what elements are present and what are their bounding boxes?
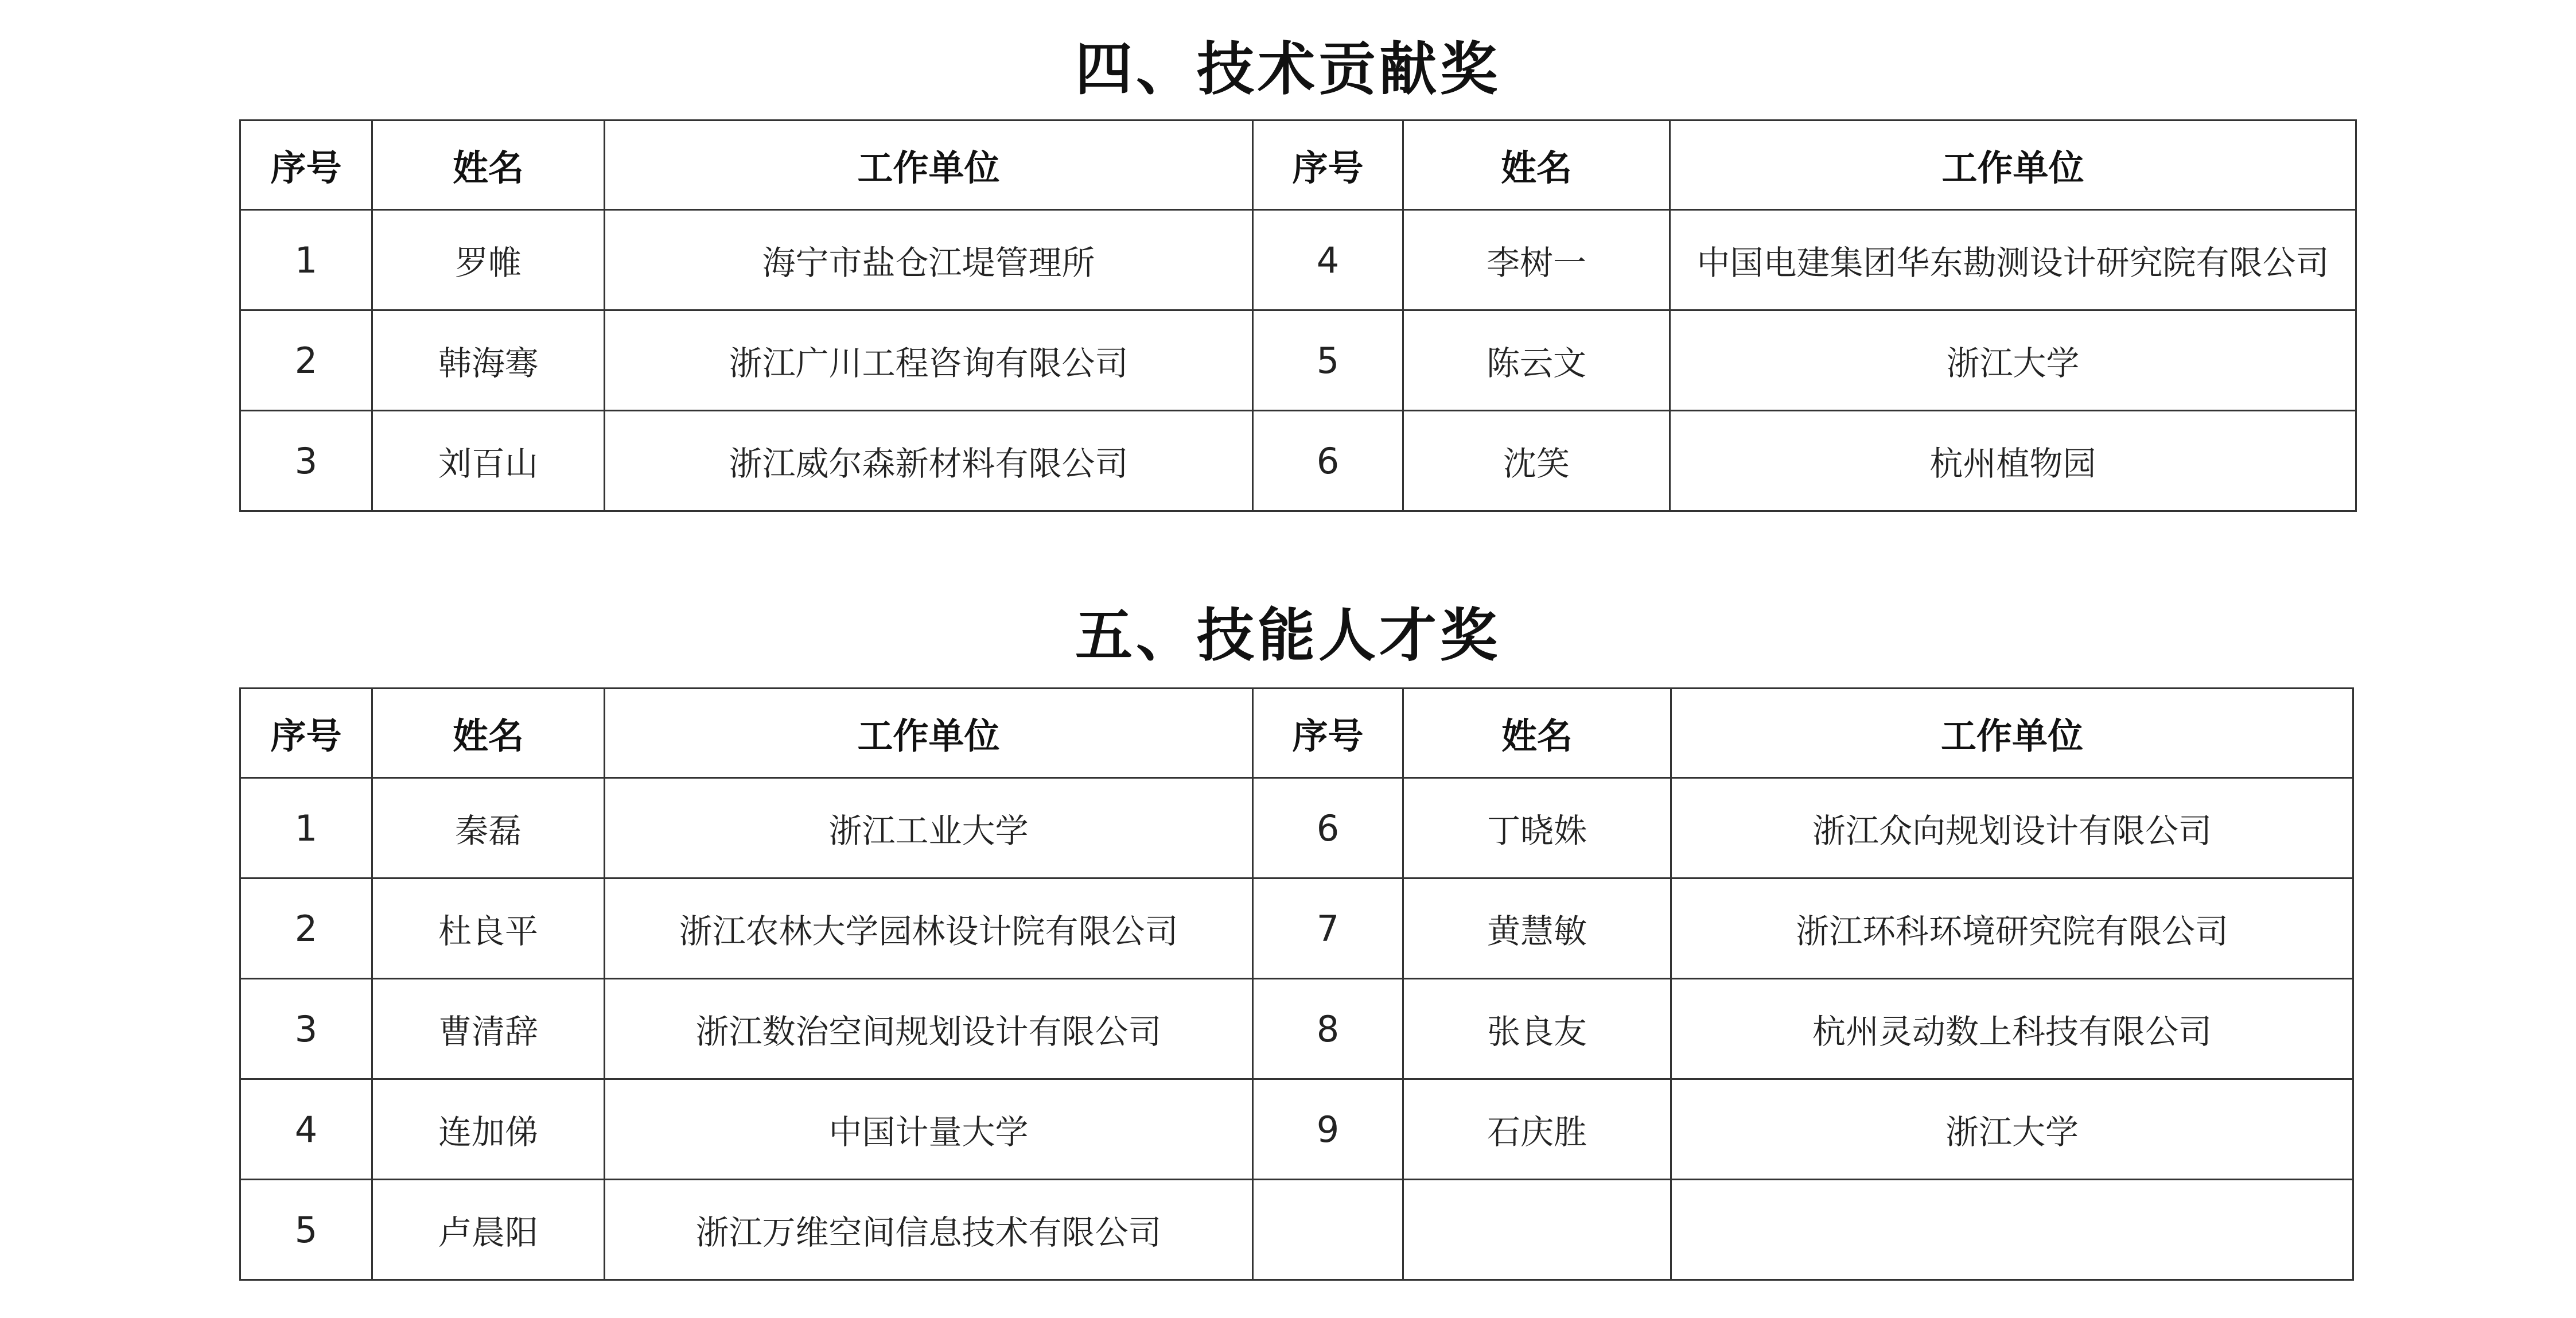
cell-workplace: 浙江万维空间信息技术有限公司 (605, 1180, 1253, 1280)
cell-name: 韩海骞 (372, 310, 605, 411)
table-row (240, 979, 2353, 1079)
cell-name: 秦磊 (372, 778, 605, 878)
cell-index: 1 (240, 778, 372, 878)
cell-workplace: 浙江环科环境研究院有限公司 (1671, 878, 2353, 979)
cell-name: 卢晨阳 (372, 1180, 605, 1280)
cell-name: 连加俤 (372, 1079, 605, 1180)
header-workplace: 工作单位 (605, 689, 1253, 778)
cell-name: 李树一 (1403, 210, 1670, 310)
cell-workplace: 浙江大学 (1671, 1079, 2353, 1180)
cell-workplace: 浙江数治空间规划设计有限公司 (605, 979, 1253, 1079)
table-header-row (240, 120, 2356, 210)
cell-index: 7 (1253, 878, 1403, 979)
cell-name: 沈笑 (1403, 411, 1670, 511)
technical-contribution-table (239, 119, 2357, 512)
cell-index: 2 (240, 310, 372, 411)
header-workplace: 工作单位 (1670, 120, 2356, 210)
cell-index: 8 (1253, 979, 1403, 1079)
header-name: 姓名 (372, 120, 605, 210)
cell-workplace: 中国电建集团华东勘测设计研究院有限公司 (1670, 210, 2356, 310)
cell-index: 5 (240, 1180, 372, 1280)
cell-workplace (1671, 1180, 2353, 1280)
cell-index: 5 (1253, 310, 1403, 411)
header-index: 序号 (240, 120, 372, 210)
cell-workplace: 杭州植物园 (1670, 411, 2356, 511)
cell-workplace: 浙江工业大学 (605, 778, 1253, 878)
header-index: 序号 (1253, 120, 1403, 210)
cell-name: 张良友 (1403, 979, 1671, 1079)
cell-name: 杜良平 (372, 878, 605, 979)
header-index: 序号 (1253, 689, 1403, 778)
cell-workplace: 浙江大学 (1670, 310, 2356, 411)
cell-index: 6 (1253, 778, 1403, 878)
header-workplace: 工作单位 (605, 120, 1253, 210)
cell-name: 丁晓姝 (1403, 778, 1671, 878)
cell-workplace: 中国计量大学 (605, 1079, 1253, 1180)
table-row (240, 878, 2353, 979)
skilled-talent-table (239, 687, 2354, 1281)
cell-index: 4 (1253, 210, 1403, 310)
cell-workplace: 浙江威尔森新材料有限公司 (605, 411, 1253, 511)
table-row (240, 1079, 2353, 1180)
table-row (240, 310, 2356, 411)
cell-name (1403, 1180, 1671, 1280)
cell-name: 罗帷 (372, 210, 605, 310)
table-row (240, 210, 2356, 310)
cell-workplace: 浙江农林大学园林设计院有限公司 (605, 878, 1253, 979)
cell-index: 3 (240, 979, 372, 1079)
cell-workplace: 杭州灵动数上科技有限公司 (1671, 979, 2353, 1079)
cell-index: 9 (1253, 1079, 1403, 1180)
table-row (240, 411, 2356, 511)
cell-workplace: 海宁市盐仓江堤管理所 (605, 210, 1253, 310)
cell-workplace: 浙江众向规划设计有限公司 (1671, 778, 2353, 878)
cell-index (1253, 1180, 1403, 1280)
header-name: 姓名 (1403, 689, 1671, 778)
cell-name: 石庆胜 (1403, 1079, 1671, 1180)
cell-name: 刘百山 (372, 411, 605, 511)
header-index: 序号 (240, 689, 372, 778)
section-title-skilled-talent: 五、技能人才奖 (1075, 602, 1501, 669)
cell-index: 2 (240, 878, 372, 979)
header-name: 姓名 (372, 689, 605, 778)
cell-index: 3 (240, 411, 372, 511)
header-name: 姓名 (1403, 120, 1670, 210)
cell-name: 黄慧敏 (1403, 878, 1671, 979)
cell-index: 1 (240, 210, 372, 310)
header-workplace: 工作单位 (1671, 689, 2353, 778)
table-row (240, 1180, 2353, 1280)
table-row (240, 778, 2353, 878)
cell-workplace: 浙江广川工程咨询有限公司 (605, 310, 1253, 411)
cell-name: 曹清辞 (372, 979, 605, 1079)
cell-index: 4 (240, 1079, 372, 1180)
cell-name: 陈云文 (1403, 310, 1670, 411)
section-title-technical-contribution: 四、技术贡献奖 (1075, 36, 1501, 103)
table-header-row (240, 689, 2353, 778)
cell-index: 6 (1253, 411, 1403, 511)
